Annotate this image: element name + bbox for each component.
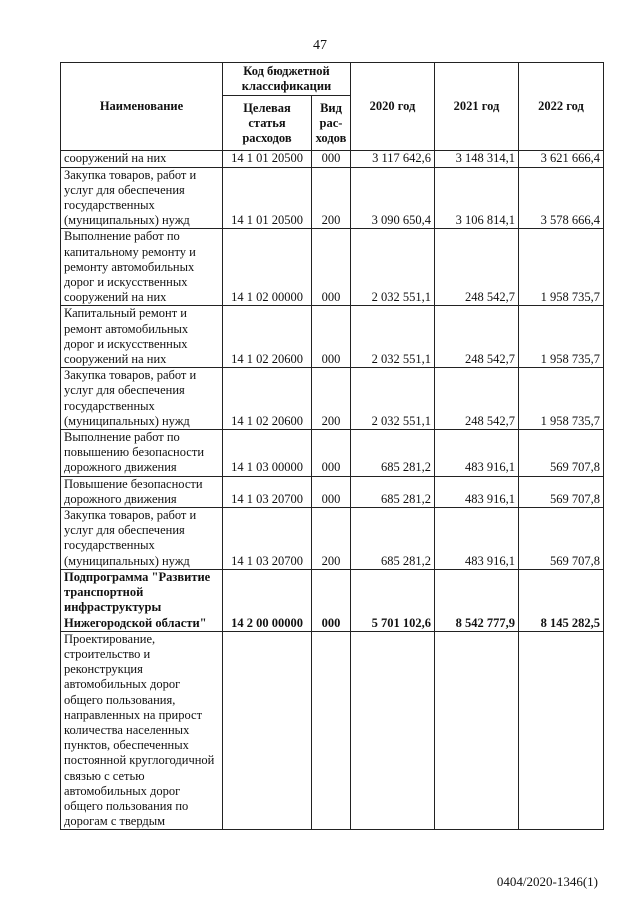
row-expense-type-cell: 000 bbox=[312, 151, 351, 167]
row-2021-cell: 483 916,1 bbox=[435, 476, 519, 507]
row-expense-type-cell: 000 bbox=[312, 569, 351, 631]
row-2021-cell: 248 542,7 bbox=[435, 229, 519, 306]
row-code-cell: 14 1 02 00000 bbox=[223, 229, 312, 306]
row-2021-cell: 3 106 814,1 bbox=[435, 167, 519, 229]
row-name-cell: Капитальный ремонт и ремонт автомобильных дорог и искусственных сооружений на них bbox=[61, 306, 223, 368]
header-budget-code: Код бюджетной классификации bbox=[223, 63, 351, 96]
table-row bbox=[61, 368, 604, 430]
table-row bbox=[61, 151, 604, 167]
header-row-1 bbox=[61, 63, 604, 96]
row-2021-cell: 248 542,7 bbox=[435, 306, 519, 368]
row-name-cell: Выполнение работ по капитальному ремонту и ремонту автомобильных дорог и искусственных сооружений на них bbox=[61, 229, 223, 306]
row-expense-type-cell: 000 bbox=[312, 306, 351, 368]
row-expense-type-cell: 200 bbox=[312, 167, 351, 229]
row-2021-cell: 483 916,1 bbox=[435, 508, 519, 570]
row-code-cell bbox=[223, 631, 312, 830]
row-expense-type-cell: 200 bbox=[312, 508, 351, 570]
table-row bbox=[61, 569, 604, 631]
budget-table bbox=[60, 62, 604, 830]
row-name-cell: Повышение безопасности дорожного движения bbox=[61, 476, 223, 507]
row-2020-cell: 685 281,2 bbox=[351, 508, 435, 570]
row-2021-cell: 8 542 777,9 bbox=[435, 569, 519, 631]
row-2020-cell: 2 032 551,1 bbox=[351, 229, 435, 306]
row-2021-cell: 248 542,7 bbox=[435, 368, 519, 430]
row-code-cell: 14 1 02 20600 bbox=[223, 368, 312, 430]
row-2020-cell: 2 032 551,1 bbox=[351, 368, 435, 430]
header-2022: 2022 год bbox=[519, 63, 604, 151]
row-2022-cell: 1 958 735,7 bbox=[519, 229, 604, 306]
document-code: 0404/2020-1346(1) bbox=[496, 874, 598, 889]
row-name-cell: Подпрограмма "Развитие транспортной инфраструктуры Нижегородской области" bbox=[61, 569, 223, 631]
table-row bbox=[61, 229, 604, 306]
row-2021-cell: 3 148 314,1 bbox=[435, 151, 519, 167]
row-name-cell: Закупка товаров, работ и услуг для обеспечения государственных (муниципальных) нужд bbox=[61, 167, 223, 229]
row-code-cell: 14 1 03 20700 bbox=[223, 476, 312, 507]
row-2020-cell: 3 090 650,4 bbox=[351, 167, 435, 229]
page-number: 47 bbox=[313, 38, 327, 53]
header-2021: 2021 год bbox=[435, 63, 519, 151]
row-2022-cell: 569 707,8 bbox=[519, 508, 604, 570]
row-2020-cell: 685 281,2 bbox=[351, 430, 435, 477]
row-expense-type-cell: 000 bbox=[312, 229, 351, 306]
row-2020-cell bbox=[351, 631, 435, 830]
row-2022-cell: 3 621 666,4 bbox=[519, 151, 604, 167]
header-name: Наименование bbox=[61, 63, 223, 151]
row-2022-cell: 8 145 282,5 bbox=[519, 569, 604, 631]
row-2021-cell: 483 916,1 bbox=[435, 430, 519, 477]
row-expense-type-cell: 000 bbox=[312, 476, 351, 507]
row-code-cell: 14 1 01 20500 bbox=[223, 167, 312, 229]
row-expense-type-cell: 200 bbox=[312, 368, 351, 430]
row-expense-type-cell bbox=[312, 631, 351, 830]
row-code-cell: 14 1 03 00000 bbox=[223, 430, 312, 477]
row-2022-cell: 1 958 735,7 bbox=[519, 306, 604, 368]
row-name-cell: Закупка товаров, работ и услуг для обеспечения государственных (муниципальных) нужд bbox=[61, 368, 223, 430]
row-code-cell: 14 1 01 20500 bbox=[223, 151, 312, 167]
row-code-cell: 14 1 03 20700 bbox=[223, 508, 312, 570]
row-name-cell: сооружений на них bbox=[61, 151, 223, 167]
row-2020-cell: 685 281,2 bbox=[351, 476, 435, 507]
row-name-cell: Закупка товаров, работ и услуг для обеспечения государственных (муниципальных) нужд bbox=[61, 508, 223, 570]
row-2022-cell bbox=[519, 631, 604, 830]
row-2022-cell: 569 707,8 bbox=[519, 430, 604, 477]
row-expense-type-cell: 000 bbox=[312, 430, 351, 477]
row-code-cell: 14 1 02 20600 bbox=[223, 306, 312, 368]
row-code-cell: 14 2 00 00000 bbox=[223, 569, 312, 631]
row-2022-cell: 1 958 735,7 bbox=[519, 368, 604, 430]
header-target-article: Целевая статья расходов bbox=[223, 96, 312, 151]
table-row bbox=[61, 430, 604, 477]
table-row bbox=[61, 508, 604, 570]
row-2020-cell: 3 117 642,6 bbox=[351, 151, 435, 167]
table-row bbox=[61, 167, 604, 229]
row-2022-cell: 3 578 666,4 bbox=[519, 167, 604, 229]
table-row bbox=[61, 306, 604, 368]
row-2021-cell bbox=[435, 631, 519, 830]
row-name-cell: Выполнение работ по повышению безопасности дорожного движения bbox=[61, 430, 223, 477]
row-2020-cell: 5 701 102,6 bbox=[351, 569, 435, 631]
header-2020: 2020 год bbox=[351, 63, 435, 151]
table-row bbox=[61, 476, 604, 507]
table-body bbox=[61, 151, 604, 830]
row-2022-cell: 569 707,8 bbox=[519, 476, 604, 507]
row-2020-cell: 2 032 551,1 bbox=[351, 306, 435, 368]
header-expense-type: Вид рас-ходов bbox=[312, 96, 351, 151]
row-name-cell: Проектирование, строительство и реконструкция автомобильных дорог общего пользования, направленных на прирост количества населенных пунктов, обеспеченных постоянной круглогодичной связью с сетью автомобильных дорог общего пользования по дорогам с твердым bbox=[61, 631, 223, 830]
table-row bbox=[61, 631, 604, 830]
